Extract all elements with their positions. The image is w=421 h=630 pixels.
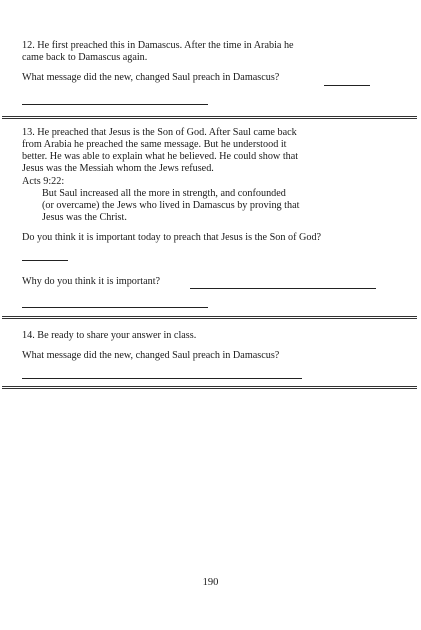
section12-question: What message did the new, changed Saul preach in Damascus? <box>22 72 280 83</box>
section12-line-2: came back to Damascus again. <box>22 52 148 63</box>
section14-answer-blank[interactable] <box>22 378 302 379</box>
section13-question-1: Do you think it is important today to preach that Jesus is the Son of God? <box>22 232 322 243</box>
section12-line-1: 12. He first preached this in Damascus. After the time in Arabia he <box>22 40 294 51</box>
page-number: 190 <box>202 577 219 588</box>
section13-line-3: better. He was able to explain what he believed. He could show that <box>22 151 299 162</box>
section14-question: What message did the new, changed Saul preach in Damascus? <box>22 350 280 361</box>
scripture-reference: Acts 9:22: <box>22 176 65 187</box>
verse-line-1: But Saul increased all the more in strength, and confounded <box>42 188 286 199</box>
section13-line-1: 13. He preached that Jesus is the Son of God. After Saul came back <box>22 127 297 138</box>
section13-answer-blank-1[interactable] <box>22 260 68 261</box>
section12-answer-blank-1[interactable] <box>324 85 370 86</box>
section13-answer-blank-2[interactable] <box>190 288 376 289</box>
section14-line: 14. Be ready to share your answer in class. <box>22 330 197 341</box>
verse-line-2: (or overcame) the Jews who lived in Damascus by proving that <box>42 200 300 211</box>
section13-line-4: Jesus was the Messiah whom the Jews refused. <box>22 163 214 174</box>
section13-answer-blank-3[interactable] <box>22 307 208 308</box>
section-divider <box>2 316 417 319</box>
section13-question-2: Why do you think it is important? <box>22 276 161 287</box>
verse-line-3: Jesus was the Christ. <box>42 212 127 223</box>
section13-line-2: from Arabia he preached the same message. But he understood it <box>22 139 287 150</box>
section12-answer-blank-2[interactable] <box>22 104 208 105</box>
section-divider <box>2 116 417 119</box>
section-divider <box>2 386 417 389</box>
